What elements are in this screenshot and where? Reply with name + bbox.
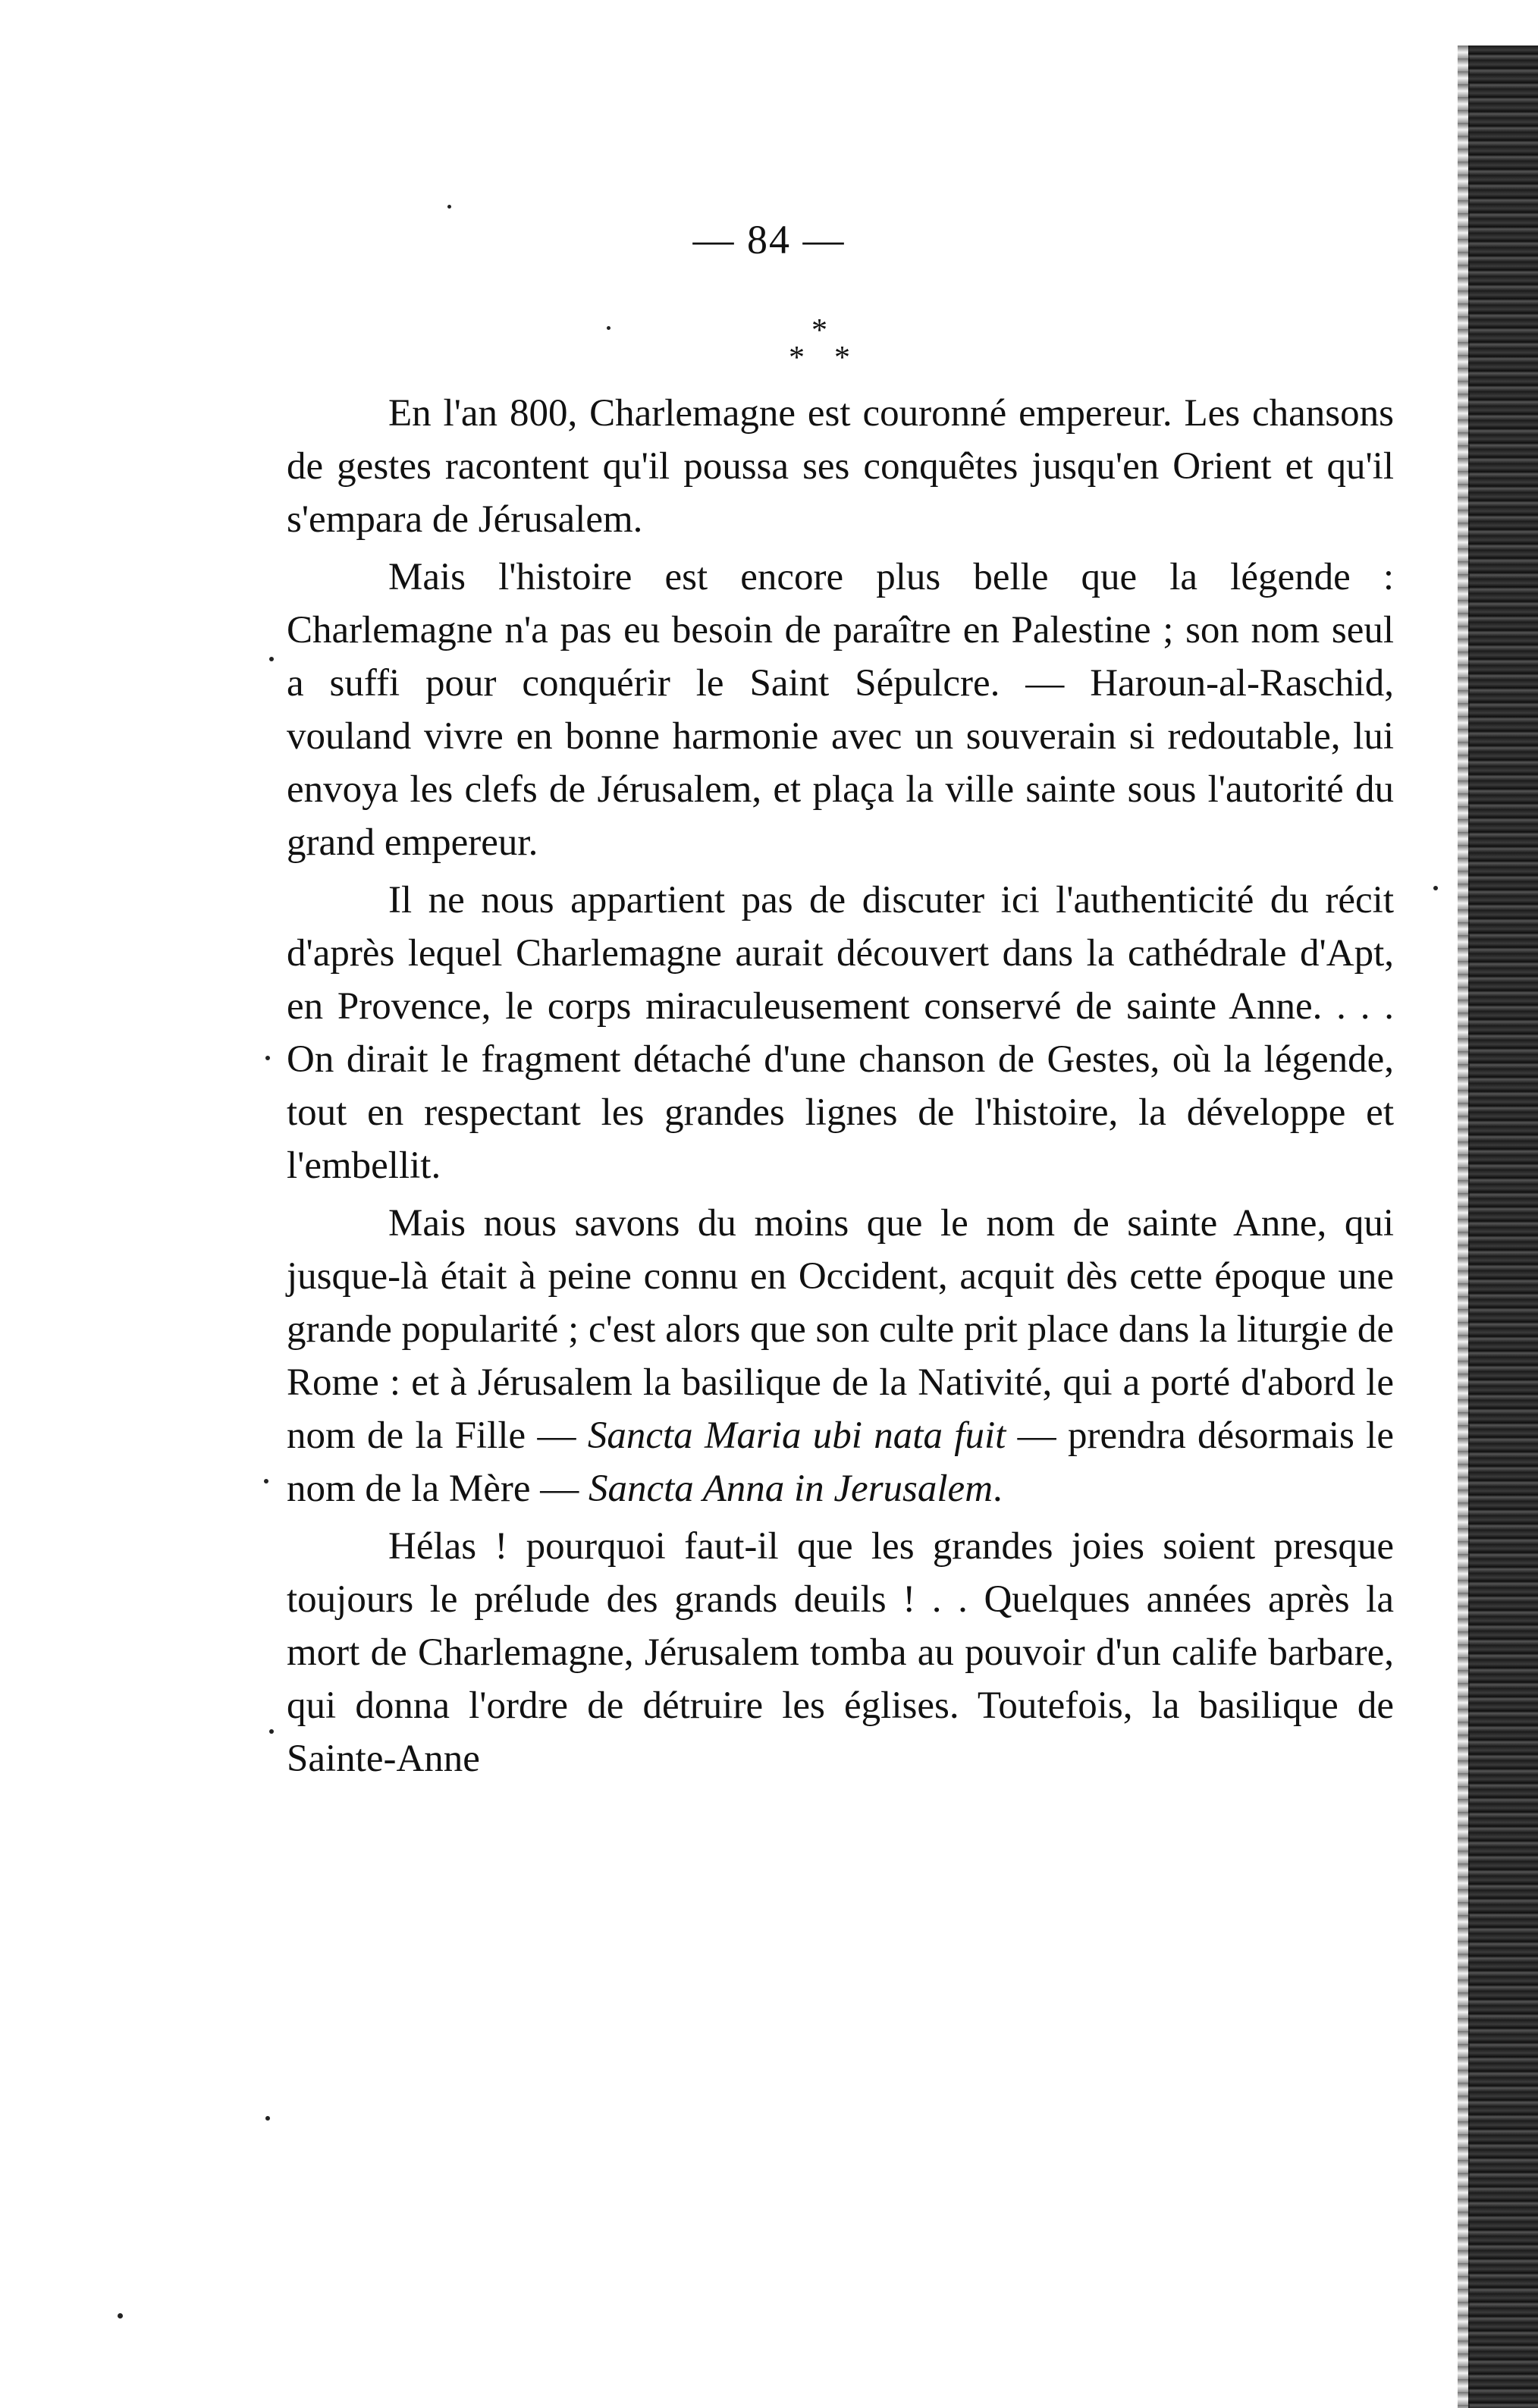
scan-speck [447, 205, 451, 209]
scan-speck [607, 326, 610, 330]
paragraph-4-text-before: Mais nous savons du moins que le nom de sainte Anne, qui jusque-là était à peine connu en Occident, acquit dès cette époque une grande popularité ; c'est alors que son culte prit place dans la liturgie de Rome : et à Jérusalem la basilique de la Nativité, qui a porté d'abord le nom de la Fille — [287, 1202, 1394, 1457]
paragraph-5: Hélas ! pourquoi faut-il que les grandes joies soient presque toujours le prélude des grands deuils ! . . Quelques années après la mort de Charlemagne, Jérusalem tomba au pouvoir d'un calife barbare, qui donna l'ordre de détruire les églises. Toutefois, la basilique de Sainte-Anne [287, 1525, 1394, 1780]
paragraph-4 [287, 1197, 1394, 1515]
scan-speck [118, 2313, 123, 2319]
body-text [287, 387, 1394, 1790]
scan-speck [269, 1729, 274, 1734]
paragraph-4-text-middle: — prendra désormais le nom de la Mère — [287, 1414, 1394, 1510]
asterism-star-top: * [811, 313, 827, 348]
page-number: — 84 — [692, 217, 846, 262]
paragraph-3: Il ne nous appartient pas de discuter ici l'authenticité du récit d'après lequel Charlemagne aurait découvert dans la cathédrale d'Apt, en Provence, le corps miraculeusement conservé de sainte Anne. . . . On dirait le fragment détaché d'une chanson de Gestes, où la légende, tout en respectant les grandes lignes de l'histoire, la développe et l'embellit. [287, 879, 1394, 1187]
scan-speck [265, 2116, 270, 2121]
paragraph-4-italic-latin-1: Sancta Maria ubi nata fuit [587, 1414, 1006, 1457]
scan-speck [269, 657, 274, 661]
scan-speck [265, 1056, 270, 1060]
asterism-star-left: * [789, 341, 805, 375]
paragraph-2: Mais l'histoire est encore plus belle que la légende : Charlemagne n'a pas eu besoin de paraître en Palestine ; son nom seul a suffi pour conquérir le Saint Sépulcre. — Haroun-al-Raschid, vouland vivre en bonne harmonie avec un souverain si redoutable, lui envoya les clefs de Jérusalem, et plaça la ville sainte sous l'autorité du grand empereur. [287, 556, 1394, 864]
asterism-ornament [781, 315, 872, 383]
scan-speck [1433, 886, 1438, 890]
binding-edge [1468, 46, 1538, 2408]
scan-speck [264, 1479, 268, 1483]
paragraph-1: En l'an 800, Charlemagne est couronné empereur. Les chansons de gestes racontent qu'il poussa ses conquêtes jusqu'en Orient et qu'il s'empara de Jérusalem. [287, 392, 1394, 541]
paragraph-4-italic-latin-2: Sancta Anna in Jerusalem [588, 1468, 993, 1510]
asterism-star-right: * [834, 341, 850, 375]
paragraph-4-text-after: . [993, 1468, 1003, 1510]
